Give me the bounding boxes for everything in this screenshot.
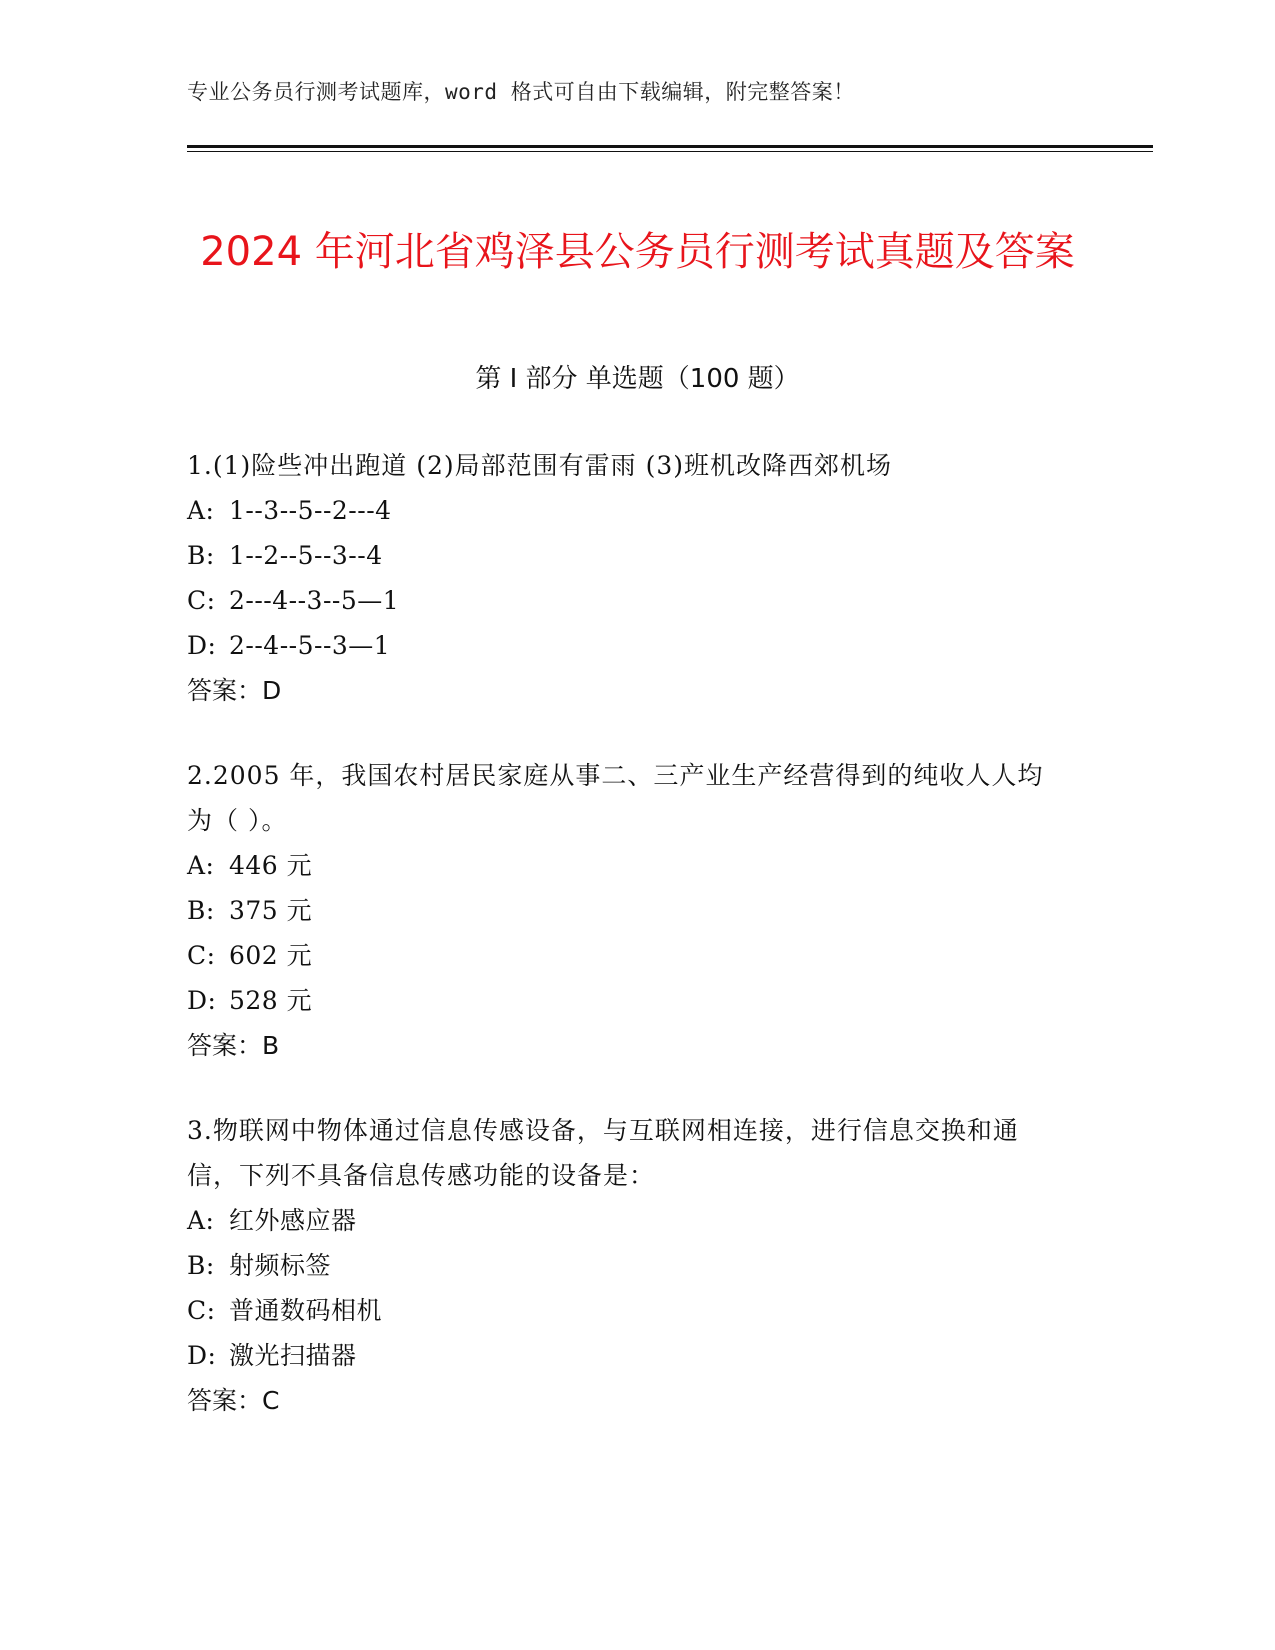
option-key: D: [187,1341,217,1370]
option-a [187,843,1067,888]
option-key: B: [187,1251,215,1280]
option-text: 2---4--3--5—1 [229,586,400,615]
option-key: D: [187,986,217,1015]
question-1 [187,443,1067,713]
option-text: 普通数码相机 [229,1296,383,1325]
option-d [187,623,1067,668]
option-text: 激光扫描器 [229,1341,357,1370]
answer-line: 答案：B [187,1031,280,1060]
option-b [187,888,1067,933]
option-key: B: [187,541,215,570]
option-d [187,978,1067,1023]
option-key: C: [187,1296,216,1325]
option-c [187,578,1067,623]
option-text: 602 元 [229,941,313,970]
question-stem: 3.物联网中物体通过信息传感设备，与互联网相连接，进行信息交换和通信，下列不具备信息传感功能的设备是： [187,1116,1019,1190]
option-key: A: [187,496,215,525]
option-a [187,1198,1067,1243]
document-title: 2024 年河北省鸡泽县公务员行测考试真题及答案 [200,228,1075,275]
header-note: 专业公务员行测考试题库，word 格式可自由下载编辑，附完整答案！ [187,80,855,104]
header-divider-thick [187,145,1153,148]
question-3 [187,1108,1067,1423]
option-key: B: [187,896,215,925]
question-2 [187,753,1067,1068]
option-text: 射频标签 [229,1251,332,1280]
question-list [187,443,1067,1463]
answer-line: 答案：C [187,1386,280,1415]
option-a [187,488,1067,533]
option-key: D: [187,631,217,660]
option-key: C: [187,586,216,615]
option-d [187,1333,1067,1378]
option-text: 375 元 [229,896,313,925]
answer-line: 答案：D [187,676,282,705]
option-c [187,1288,1067,1333]
option-key: A: [187,1206,215,1235]
option-text: 446 元 [229,851,313,880]
section-heading: 第 I 部分 单选题（100 题） [475,364,800,394]
option-b [187,1243,1067,1288]
header-divider-thin [187,151,1153,152]
option-text: 1--2--5--3--4 [229,541,383,570]
option-text: 红外感应器 [229,1206,357,1235]
option-key: A: [187,851,215,880]
option-c [187,933,1067,978]
option-text: 2--4--5--3—1 [229,631,391,660]
option-key: C: [187,941,216,970]
option-b [187,533,1067,578]
option-text: 528 元 [229,986,313,1015]
question-stem: 1.(1)险些冲出跑道 (2)局部范围有雷雨 (3)班机改降西郊机场 [187,451,892,480]
option-text: 1--3--5--2---4 [229,496,392,525]
question-stem: 2.2005 年，我国农村居民家庭从事二、三产业生产经营得到的纯收人人均为（ ）。 [187,761,1044,835]
